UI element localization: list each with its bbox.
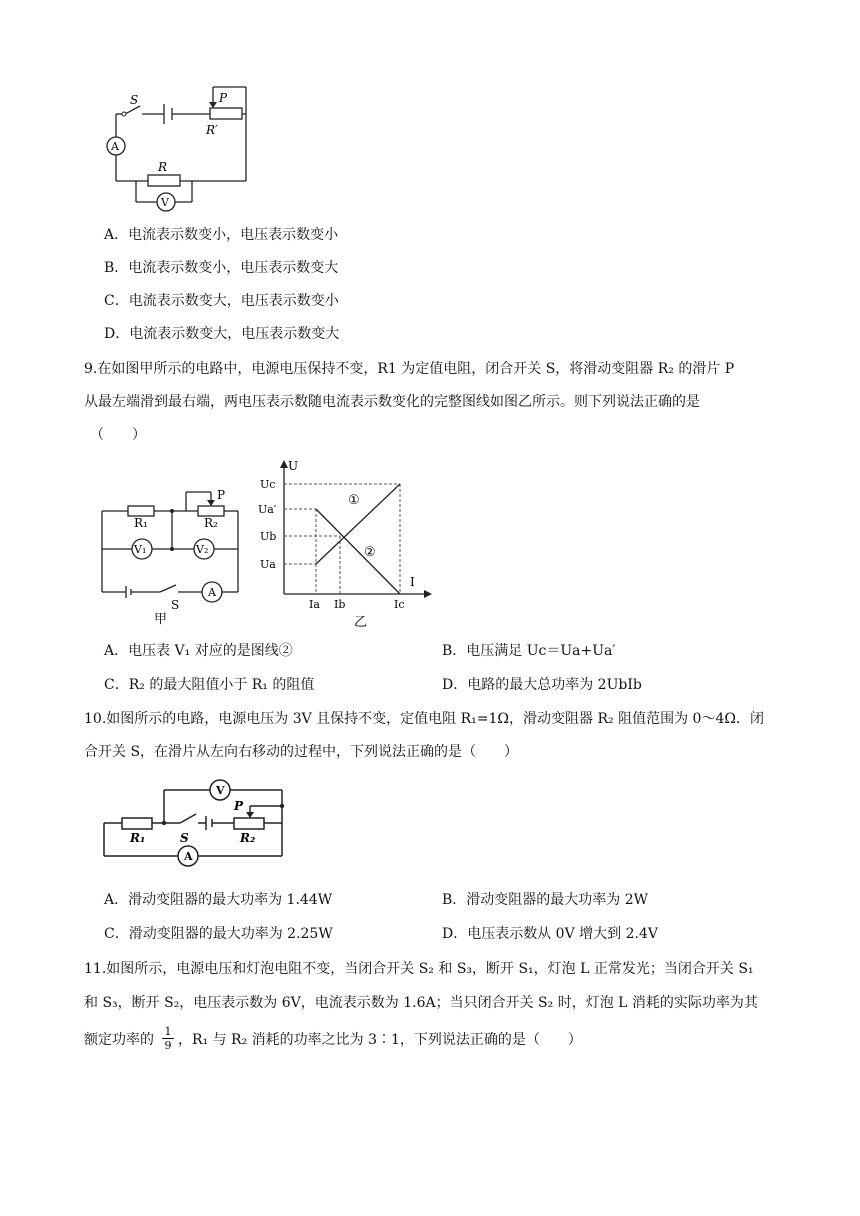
q10-option-d: D．电压表示数从 0V 增大到 2.4V [442, 926, 658, 942]
q8-option-d: D．电流表示数变大，电压表示数变大 [104, 326, 340, 342]
r1-label: R₁ [134, 516, 148, 530]
q9-option-b: B．电压满足 Uc＝Ua+Ua′ [442, 643, 616, 659]
figure-caption-yi: 乙 [354, 615, 368, 628]
ib-label: Ib [334, 598, 346, 611]
q11-stem-line-3-prefix: 额定功率的 [84, 1032, 154, 1048]
uc-label: Uc [260, 478, 276, 491]
fraction-one-ninth [162, 1026, 174, 1051]
ub-label: Ub [260, 530, 277, 543]
q9-stem-line-1: 9.在如图甲所示的电路中，电源电压保持不变，R1 为定值电阻，闭合开关 S，将滑动变阻器 R₂ 的滑片 P [84, 361, 735, 377]
q11-stem-line-1: 11.如图所示，电源电压和灯泡电阻不变，当闭合开关 S₂ 和 S₃，断开 S₁，灯泡 L 正常发光；当闭合开关 S₁ [84, 961, 754, 977]
circuit-figure-q10 [100, 778, 290, 874]
r2-label: R₂ [240, 831, 256, 845]
ammeter-label: A [111, 140, 119, 153]
voltmeter-label: V [161, 196, 169, 209]
circuit-figure-q8 [100, 84, 250, 214]
q10-option-b: B．滑动变阻器的最大功率为 2W [442, 892, 649, 908]
ua-label: Ua [260, 558, 276, 571]
ia-label: Ia [309, 598, 320, 611]
voltmeter-v2-label: V₂ [196, 543, 209, 556]
voltmeter-label: V [216, 784, 225, 797]
fraction-numerator: 1 [164, 1025, 172, 1038]
ammeter-label: A [184, 850, 193, 863]
q8-option-a: A．电流表示数变小，电压表示数变小 [104, 227, 339, 243]
rheostat-label: R′ [206, 123, 218, 137]
q10-option-a: A．滑动变阻器的最大功率为 1.44W [104, 892, 333, 908]
voltmeter-v1-label: V₁ [134, 543, 147, 556]
r1-label: R₁ [130, 831, 146, 845]
q11-stem-line-2: 和 S₃，断开 S₂，电压表示数为 6V，电流表示数为 1.6A；当只闭合开关 S₂ 时，灯泡 L 消耗的实际功率为其 [84, 995, 758, 1011]
q9-option-d: D．电路的最大总功率为 2UbIb [442, 677, 642, 693]
graph-line-2-label: ② [364, 545, 376, 560]
ammeter-label: A [208, 586, 216, 599]
q8-option-c: C．电流表示数变大，电压表示数变小 [104, 293, 339, 309]
fraction-denominator: 9 [164, 1039, 172, 1052]
switch-label: S [171, 598, 180, 612]
slider-label: P [217, 488, 226, 502]
figure-caption-jia: 甲 [154, 612, 168, 625]
i-axis-label: I [410, 575, 415, 589]
q9-answer-blank: （ ） [90, 427, 146, 443]
q10-option-c: C．滑动变阻器的最大功率为 2.25W [104, 926, 333, 942]
circuit-figure-q9-jia [98, 485, 248, 625]
switch-label: S [180, 831, 189, 845]
q8-option-b: B．电流表示数变小，电压表示数变大 [104, 260, 339, 276]
q9-stem-line-2: 从最左端滑到最右端，两电压表示数随电流表示数变化的完整图线如图乙所示。则下列说法正确的是 [84, 394, 700, 410]
q9-option-a: A．电压表 V₁ 对应的是图线② [104, 643, 293, 659]
switch-label: S [130, 93, 139, 107]
q9-option-c: C．R₂ 的最大阻值小于 R₁ 的阻值 [104, 677, 315, 693]
ic-label: Ic [394, 598, 405, 611]
slider-label: P [219, 91, 228, 105]
r2-label: R₂ [204, 516, 218, 530]
resistor-label: R [158, 160, 168, 174]
q10-stem-line-1: 10.如图所示的电路，电源电压为 3V 且保持不变，定值电阻 R₁=1Ω，滑动变阻器 R₂ 阻值范围为 0～4Ω．闭 [84, 711, 764, 727]
ua-prime-label: Ua′ [258, 503, 277, 516]
ui-graph-q9-yi [254, 456, 436, 628]
q11-stem-line-3-suffix: ，R₁ 与 R₂ 消耗的功率之比为 3∶1，下列说法正确的是（ ） [178, 1032, 582, 1048]
graph-line-1-label: ① [348, 493, 360, 508]
slider-label: P [234, 799, 244, 813]
u-axis-label: U [288, 459, 299, 473]
q10-stem-line-2: 合开关 S，在滑片从左向右移动的过程中，下列说法正确的是（ ） [84, 744, 519, 760]
